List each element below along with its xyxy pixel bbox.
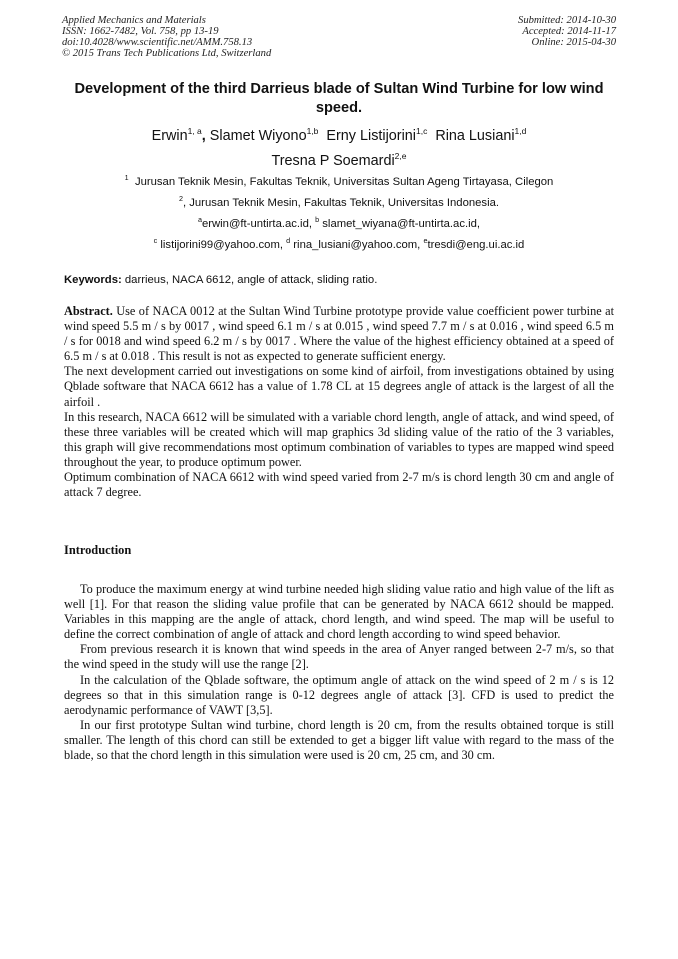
email-address: tresdi@eng.ui.ac.id [427,239,525,251]
abstract-paragraph: Abstract. Use of NACA 0012 at the Sultan Wind Turbine prototype provide value coefficient power turbine at wind speed 5.5 m / s by 0017 , wind speed 6.1 m / s at 0.015 , wind speed 7.7 m / s at 0.016 , wind speed 6.5 m / s for 0018 and wind speed 6.2 m / s by 0017 . Where the value of the highest efficiency obtained at a speed of 6.5 m / s at 0.018 . This result is not as expected to generate sufficient energy. [64,304,614,364]
author-line-1: Erwin$^{1, a}$, Slamet Wiyono$^{1,b}$ Erny Listijorini$^{1,c}$ Rina Lusiani$^{1,d}$ [151,126,527,144]
journal-issn: ISSN: 1662-7482, Vol. 758, pp 13-19 [62,26,219,37]
author-line-2 [50,149,628,174]
journal-doi: doi:10.4028/www.scientific.net/AMM.758.13 [62,37,253,48]
email-address: rina_lusiani@yahoo.com, [290,239,424,251]
email-line-1: $^a$erwin@ft-untirta.ac.id, $^b$ slamet_wiyana@ft-untirta.ac.id, [197,215,481,230]
paper-title: Development of the third Darrieus blade of Sultan Wind Turbine for low wind speed. [74,81,604,116]
journal-info [62,15,271,59]
section-heading-introduction: Introduction [64,543,132,557]
email-address: listijorini99@yahoo.com, [157,239,287,251]
author-affiliation-mark: 2,e [394,151,407,161]
affiliations [50,172,628,256]
accepted-date: Accepted: 2014-11-17 [522,26,616,37]
author-name: Erwin [151,128,188,144]
email-address: slamet_wiyana@ft-untirta.ac.id, [319,218,481,230]
affiliation-1: $^1$ Jurusan Teknik Mesin, Fakultas Teknik, Universitas Sultan Ageng Tirtayasa, Cilegon [124,173,554,188]
introduction-body [64,582,614,763]
submitted-date: Submitted: 2014-10-30 [518,15,616,26]
online-date: Online: 2015-04-30 [531,37,616,48]
author-name: Rina Lusiani [435,128,515,144]
author-name: Erny Listijorini [326,128,416,144]
intro-paragraph: From previous research it is known that wind speeds in the area of Anyer ranged between 2-7 m/s, so that the wind speed in the study will use the range [2]. [64,642,614,672]
abstract-paragraph: In this research, NACA 6612 will be simulated with a variable chord length, angle of attack, and wind speed, of these three variables will be created which will map graphics 3d sliding value of the ratio of the 3 variables, this graph will give recommendations most optimum combination of variables to types are mapped wind speed throughout the year, to produce optimum power. [64,409,614,469]
author-affiliation-mark: 1,d [514,126,527,136]
author-name: Slamet Wiyono [209,128,307,144]
intro-paragraph: In our first prototype Sultan wind turbine, chord length is 20 cm, from the results obtained torque is still smaller. The length of this chord can still be extended to get a bigger lift value with regard to the mass of the blade, so that the chord length in this simulation were used is 20 cm, 25 cm, and 30 cm. [64,717,614,763]
author-affiliation-mark: 1,c [415,126,428,136]
abstract-label: Abstract. [64,304,113,318]
affiliation-2: $^2$, Jurusan Teknik Mesin, Fakultas Teknik, Universitas Indonesia. [178,194,500,209]
keywords-label: Keywords: [64,274,122,286]
email-address: erwin@ft-untirta.ac.id, [201,218,316,230]
submission-dates [518,15,616,48]
author-affiliation-mark: 1,b [306,126,319,136]
author-name: Tresna P Soemardi [271,153,395,169]
intro-paragraph: To produce the maximum energy at wind turbine needed high sliding value ratio and high value of the lift as well [1]. For that reason the sliding value profile that can be generated by NACA 6612 should be mapped. Variables in this mapping are the angle of attack, chord length, and wind speed. The map will be useful to define the correct combination of angle of attack and chord length according to wind speed behavior. [64,582,614,642]
keywords [64,273,377,287]
email-line-2: $^c$ listijorini99@yahoo.com, $^d$ rina_lusiani@yahoo.com, $^e$tresdi@eng.ui.ac.id [153,236,525,251]
author-list [50,124,628,174]
journal-copyright: © 2015 Trans Tech Publications Ltd, Switzerland [62,48,272,59]
journal-name: Applied Mechanics and Materials [62,15,206,26]
abstract [64,304,614,500]
keywords-text: darrieus, NACA 6612, angle of attack, sliding ratio. [121,274,378,286]
author-affiliation-mark: 1, a [187,126,202,136]
intro-paragraph: In the calculation of the Qblade software, the optimum angle of attack on the wind speed of 2 m / s is 12 degrees so that in this simulation range is 0-12 degrees angle of attack [3]. CFD is used to predict the aerodynamic performance of VAWT [3,5]. [64,672,614,717]
abstract-paragraph: Optimum combination of NACA 6612 with wind speed varied from 2-7 m/s is chord length 30 cm and angle of attack 7 degree. [64,470,614,500]
abstract-paragraph: The next development carried out investigations on some kind of airfoil, from investigations obtained by using Qblade software that NACA 6612 has a value of 1.78 CL at 15 degrees angle of attack is the largest of all the airfoil . [64,364,614,409]
